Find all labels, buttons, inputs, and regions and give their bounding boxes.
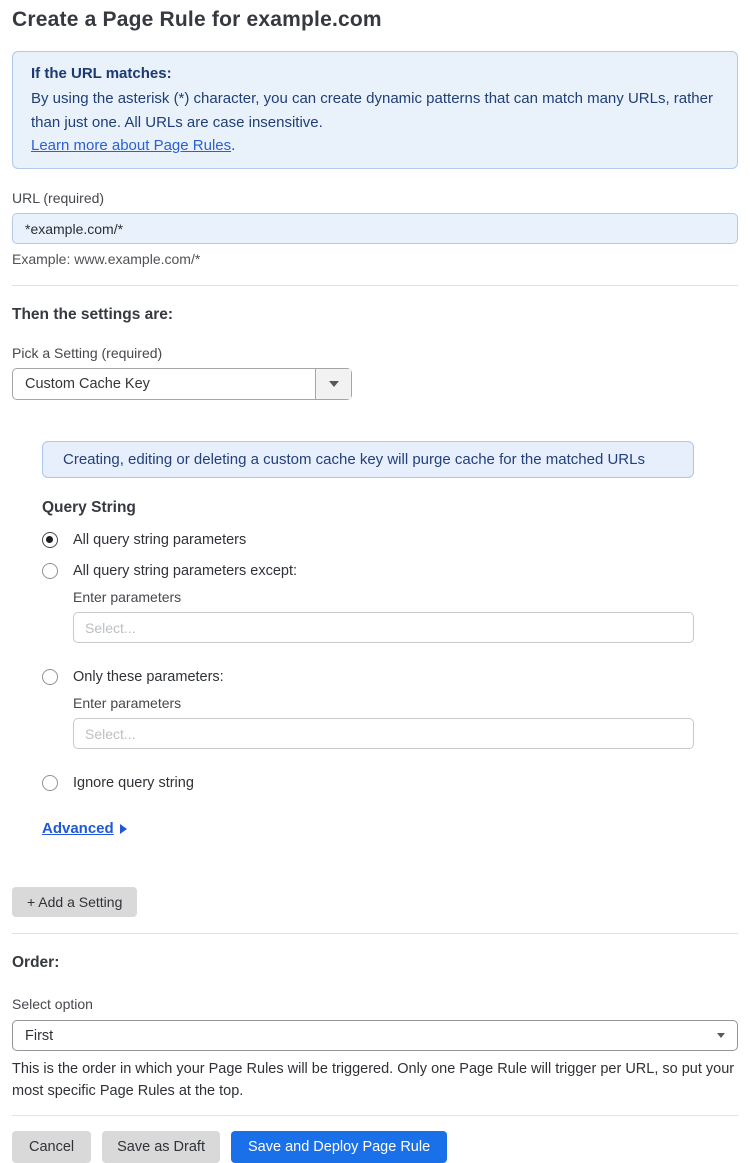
enter-parameters-label: Enter parameters <box>73 589 182 605</box>
learn-more-link[interactable]: Learn more about Page Rules <box>31 137 232 154</box>
info-box-heading: If the URL matches: <box>31 65 172 82</box>
radio-label: All query string parameters except: <box>73 563 298 579</box>
only-parameters-field <box>73 695 694 749</box>
url-example-hint: Example: www.example.com/* <box>12 251 201 267</box>
link-period: . <box>231 137 236 154</box>
radio-option-ignore-query-string[interactable] <box>42 775 694 791</box>
radio-label: Ignore query string <box>73 775 194 791</box>
radio-unchecked-icon[interactable] <box>42 563 58 579</box>
chevron-down-icon <box>329 381 339 387</box>
section-divider <box>12 285 738 286</box>
order-help-text: This is the order in which your Page Rules will be triggered. Only one Page Rule will trigger per URL, so put your most specific Page Rules at the top. <box>12 1061 735 1099</box>
setting-select[interactable] <box>12 368 352 400</box>
setting-select-arrow-button[interactable] <box>315 369 351 399</box>
radio-label: Only these parameters: <box>73 669 224 685</box>
url-input[interactable] <box>12 213 738 244</box>
footer-divider <box>12 1115 738 1116</box>
order-divider <box>12 933 738 934</box>
order-select[interactable] <box>12 1020 738 1051</box>
order-heading: Order: <box>12 954 60 971</box>
radio-unchecked-icon[interactable] <box>42 775 58 791</box>
radio-option-only-these-params[interactable] <box>42 669 694 685</box>
advanced-link[interactable]: Advanced <box>42 820 114 837</box>
enter-parameters-label: Enter parameters <box>73 695 182 711</box>
cancel-button[interactable]: Cancel <box>12 1131 91 1163</box>
url-field-label: URL (required) <box>12 190 105 206</box>
except-parameters-field <box>73 589 694 643</box>
page-title: Create a Page Rule for example.com <box>12 8 382 31</box>
query-string-heading: Query String <box>42 499 136 516</box>
url-match-info-box <box>12 51 738 169</box>
add-setting-button[interactable]: + Add a Setting <box>12 887 137 917</box>
only-parameters-input[interactable] <box>73 718 694 749</box>
purge-cache-notice: Creating, editing or deleting a custom cache key will purge cache for the matched URLs <box>42 441 694 478</box>
settings-heading: Then the settings are: <box>12 306 174 323</box>
order-select-label: Select option <box>12 996 93 1012</box>
radio-label: All query string parameters <box>73 532 247 548</box>
info-link-line <box>31 137 719 154</box>
pick-setting-label: Pick a Setting (required) <box>12 345 163 361</box>
setting-select-value: Custom Cache Key <box>25 376 150 392</box>
except-parameters-input[interactable] <box>73 612 694 643</box>
advanced-toggle[interactable] <box>42 820 694 837</box>
radio-option-all-params[interactable] <box>42 532 694 548</box>
info-box-body: By using the asterisk (*) character, you can create dynamic patterns that can match many URLs, rather than just one. All URLs are case insensitive. <box>31 90 713 131</box>
cache-key-settings-panel <box>42 441 694 837</box>
radio-checked-icon[interactable] <box>42 532 58 548</box>
chevron-down-icon <box>717 1033 725 1038</box>
save-as-draft-button[interactable]: Save as Draft <box>102 1131 220 1163</box>
save-and-deploy-button[interactable]: Save and Deploy Page Rule <box>231 1131 447 1163</box>
radio-option-all-params-except[interactable] <box>42 563 694 579</box>
radio-unchecked-icon[interactable] <box>42 669 58 685</box>
footer-actions <box>12 1131 738 1163</box>
chevron-right-icon <box>120 824 127 834</box>
order-select-value: First <box>25 1027 54 1044</box>
